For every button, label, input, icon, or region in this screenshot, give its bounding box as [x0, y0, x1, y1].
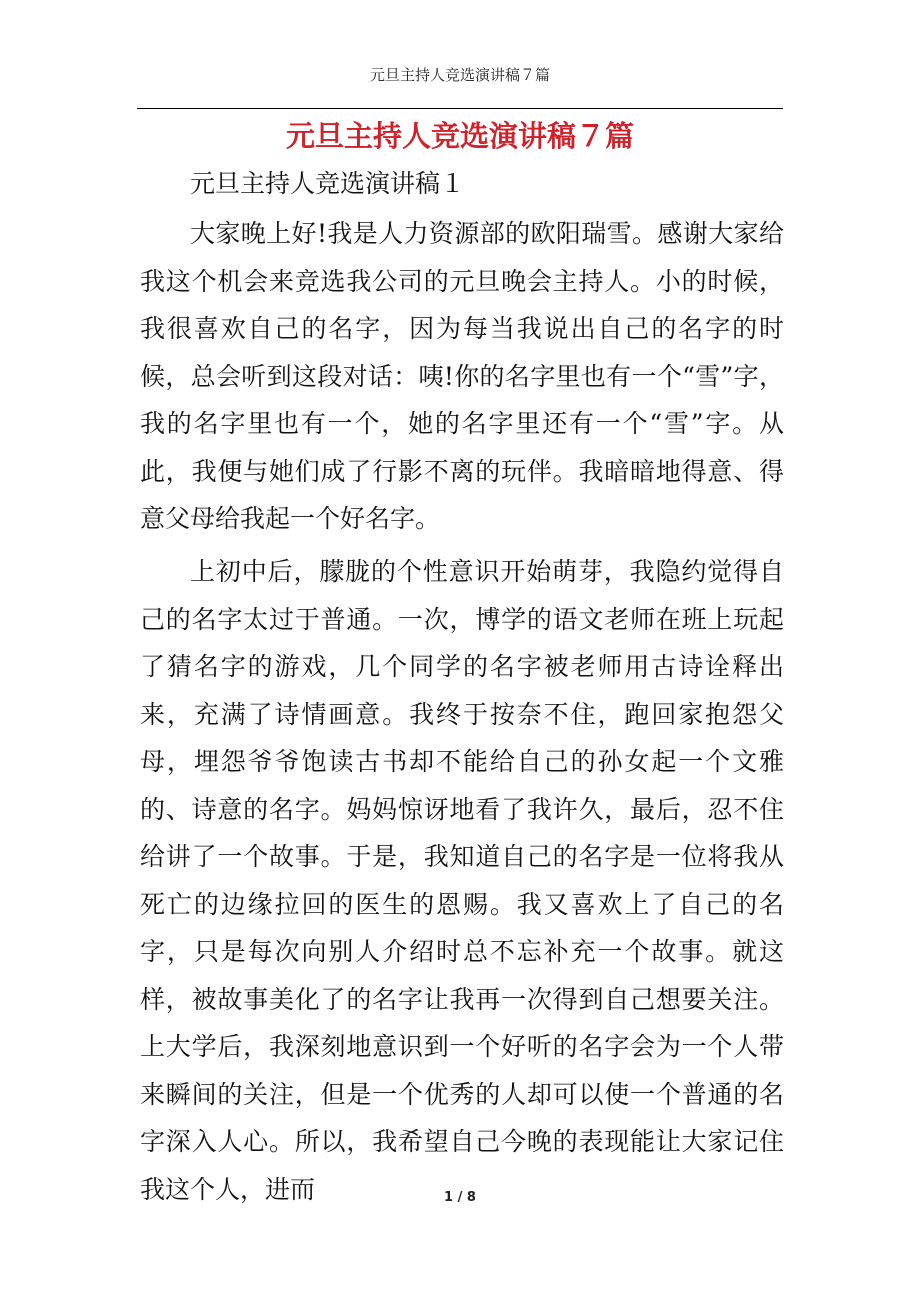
header-divider — [137, 108, 783, 109]
page-number: 1 / 8 — [444, 1190, 476, 1205]
running-header: 元旦主持人竞选演讲稿７篇 — [369, 66, 550, 84]
section-subtitle: 元旦主持人竞选演讲稿１ — [190, 169, 466, 198]
body-paragraph-2: 上初中后，朦胧的个性意识开始萌芽，我隐约觉得自己的名字太过于普通。一次，博学的语文老师在班上玩起了猜名字的游戏，几个同学的名字被老师用古诗诠释出来，充满了诗情画意。我终于按奈不住，跑回家抱怨父母，埋怨爷爷饱读古书却不能给自己的孙女起一个文雅的、诗意的名字。妈妈惊讶地看了我许久，最后，忍不住给讲了一个故事。于是，我知道自己的名字是一位将我从死亡的边缘拉回的医生的恩赐。我又喜欢上了自己的名字，只是每次向别人介绍时总不忘补充一个故事。就这样，被故事美化了的名字让我再一次得到自己想要关注。上大学后，我深刻地意识到一个好听的名字会为一个人带来瞬间的关注，但是一个优秀的人却可以使一个普通的名字深入人心。所以，我希望自己今晚的表现能让大家记住我这个人，进而 — [140, 557, 784, 1204]
document-title: 元旦主持人竞选演讲稿７篇 — [285, 119, 634, 153]
body-paragraph-1: 大家晚上好!我是人力资源部的欧阳瑞雪。感谢大家给我这个机会来竞选我公司的元旦晚会主持人。小的时候，我很喜欢自己的名字，因为每当我说出自己的名字的时候，总会听到这段对话：咦!你的名字里也有一个“雪”字，我的名字里也有一个，她的名字里还有一个“雪”字。从此，我便与她们成了行影不离的玩伴。我暗暗地得意、得意父母给我起一个好名字。 — [140, 219, 784, 533]
